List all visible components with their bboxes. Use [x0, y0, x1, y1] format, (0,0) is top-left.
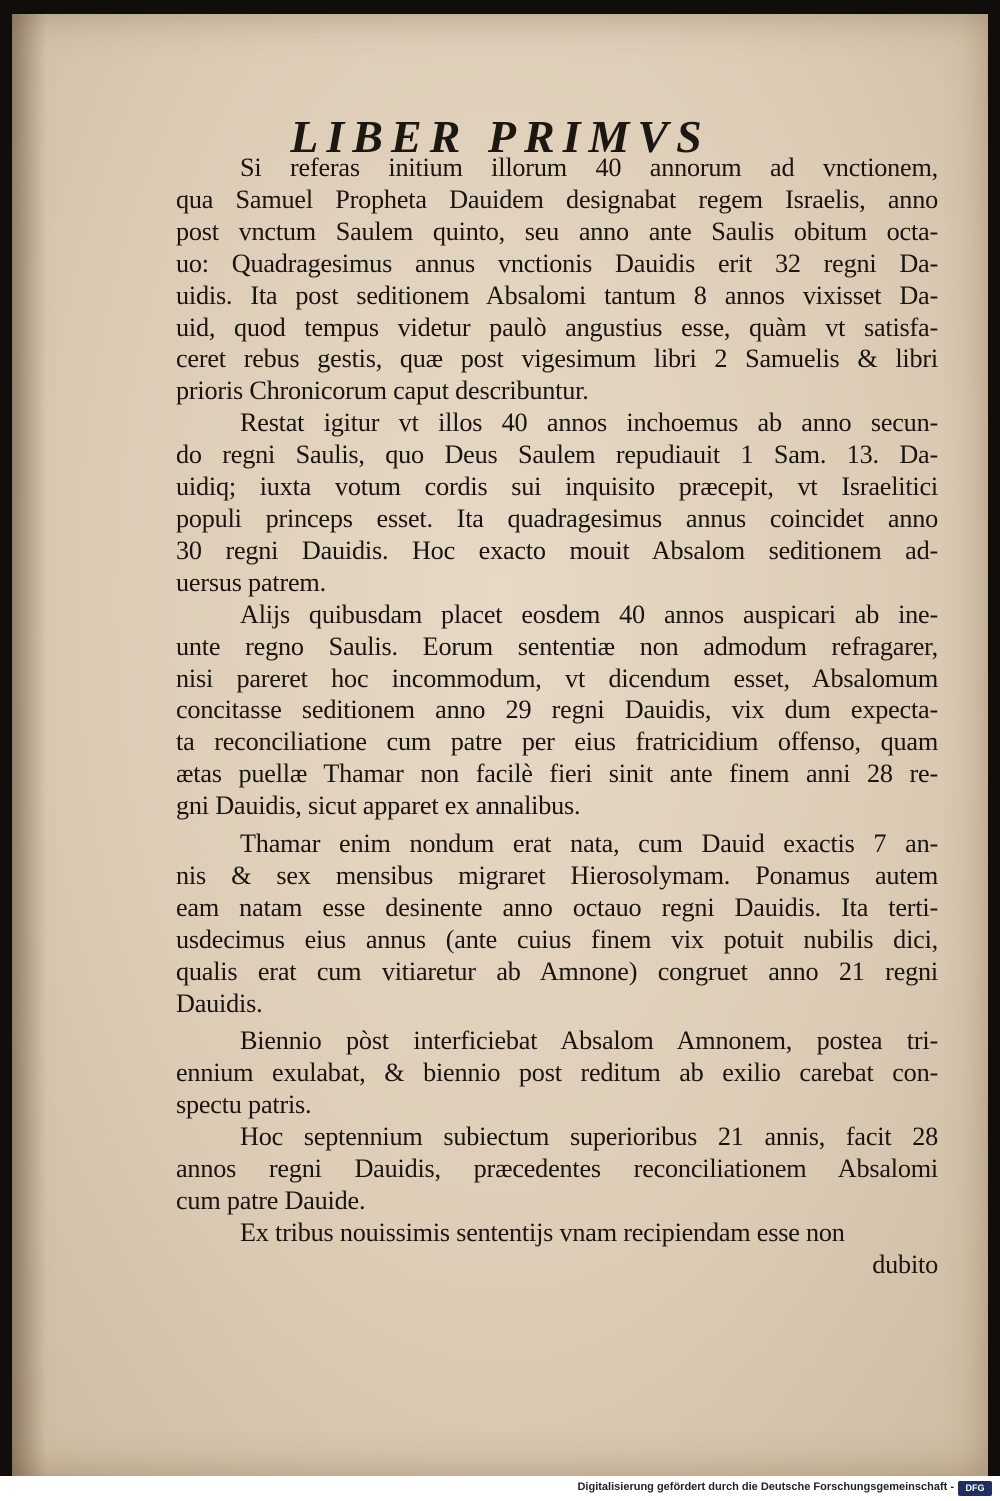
- digitization-footer: [0, 1476, 1000, 1501]
- running-head: LIBER PRIMVS: [290, 111, 710, 162]
- paragraph: [176, 828, 938, 1019]
- paragraph: [176, 407, 938, 598]
- text-line: annos regni Dauidis, præcedentes reconciliationem Absalomi: [176, 1154, 938, 1184]
- text-line: do regni Saulis, quo Deus Saulem repudiauit 1 Sam. 13. Da-: [176, 440, 938, 470]
- text-line: ceret rebus gestis, quæ post vigesimum libri 2 Samuelis & libri: [176, 344, 938, 374]
- dfg-logo: DFG: [958, 1481, 992, 1496]
- text-line: uersus patrem.: [176, 567, 326, 597]
- paragraph: [176, 599, 938, 822]
- text-line: Biennio pòst interficiebat Absalom Amnonem, postea tri-: [240, 1026, 938, 1056]
- paragraph: [176, 1025, 938, 1121]
- text-line: unte regno Saulis. Eorum sententiæ non admodum refragarer,: [176, 631, 938, 661]
- funding-credit: Digitalisierung gefördert durch die Deutsche Forschungsgemeinschaft -: [577, 1481, 954, 1493]
- text-line: Alijs quibusdam placet eosdem 40 annos auspicari ab ine-: [240, 599, 938, 629]
- text-line: Restat igitur vt illos 40 annos inchoemus ab anno secun-: [240, 408, 938, 438]
- text-line: usdecimus eius annus (ante cuius finem vix potuit nubilis dici,: [176, 924, 938, 954]
- text-line: cum patre Dauide.: [176, 1186, 366, 1215]
- body-text: [176, 152, 938, 1281]
- text-line: Ex tribus nouissimis sententijs vnam recipiendam esse non: [240, 1217, 845, 1247]
- paragraph: [176, 1217, 938, 1249]
- text-line: 30 regni Dauidis. Hoc exacto mouit Absalom seditionem ad-: [176, 535, 938, 565]
- text-line: post vnctum Saulem quinto, seu anno ante Saulis obitum octa-: [176, 216, 938, 246]
- text-line: uid, quod tempus videtur paulò angustius esse, quàm vt satisfa-: [176, 312, 938, 342]
- text-line: uo: Quadragesimus annus vnctionis Dauidis erit 32 regni Da-: [176, 248, 938, 278]
- paragraph: [176, 1121, 938, 1217]
- text-line: Hoc septennium subiectum superioribus 21 annis, facit 28: [240, 1122, 938, 1152]
- text-line: uidis. Ita post seditionem Absalomi tantum 8 annos vixisset Da-: [176, 280, 938, 310]
- text-line: uidiq; iuxta votum cordis sui inquisito præcepit, vt Israelitici: [176, 472, 938, 502]
- text-line: ennium exulabat, & biennio post reditum ab exilio carebat con-: [176, 1058, 938, 1088]
- text-line: ætas puellæ Thamar non facilè fieri sinit ante finem anni 28 re-: [176, 759, 938, 789]
- text-line: Dauidis.: [176, 988, 263, 1018]
- text-line: nis & sex mensibus migraret Hierosolymam. Ponamus autem: [176, 860, 938, 890]
- text-line: Thamar enim nondum erat nata, cum Dauid exactis 7 an-: [240, 829, 938, 859]
- catchword: dubito: [872, 1249, 938, 1279]
- text-line: populi princeps esset. Ita quadragesimus annus coincidet anno: [176, 503, 938, 533]
- text-line: spectu patris.: [176, 1090, 312, 1120]
- text-line: concitasse seditionem anno 29 regni Dauidis, vix dum expecta-: [176, 695, 938, 725]
- text-line: qualis erat cum vitiaretur ab Amnone) congruet anno 21 regni: [176, 956, 938, 986]
- text-line: ta reconciliatione cum patre per eius fratricidium offenso, quam: [176, 727, 938, 757]
- paragraph: [176, 152, 938, 407]
- text-line: eam natam esse desinente anno octauo regni Dauidis. Ita terti-: [176, 892, 938, 922]
- text-line: prioris Chronicorum caput describuntur.: [176, 376, 589, 406]
- text-line: qua Samuel Propheta Dauidem designabat regem Israelis, anno: [176, 184, 938, 214]
- text-line: Si referas initium illorum 40 annorum ad vnctionem,: [240, 153, 938, 182]
- text-line: gni Dauidis, sicut apparet ex annalibus.: [176, 791, 581, 821]
- text-line: nisi pareret hoc incommodum, vt dicendum esset, Absalomum: [176, 663, 938, 693]
